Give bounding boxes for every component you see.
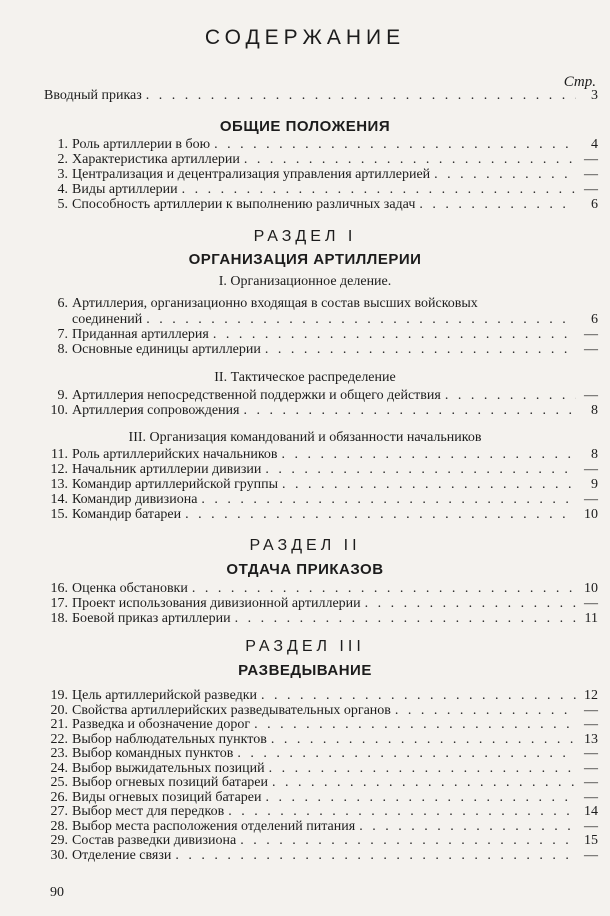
toc-entry[interactable]	[44, 197, 598, 213]
entry-text: Основные единицы артиллерии	[72, 342, 261, 357]
entry-text: Выбор мест для передков	[72, 804, 225, 819]
section1-sub1-title: I. Организационное деление.	[218, 274, 392, 289]
entry-page: —	[584, 775, 598, 790]
entry-page: —	[584, 746, 598, 761]
entry-page: 4	[591, 137, 598, 152]
entry-page: —	[584, 388, 598, 403]
entry-page: —	[584, 167, 598, 182]
toc-entry[interactable]	[44, 492, 598, 508]
toc-entry[interactable]	[44, 167, 598, 183]
section2-label: РАЗДЕЛ II	[249, 537, 361, 554]
entry-number: 15.	[50, 507, 68, 522]
entry-text: Выбор выжидательных позиций	[72, 760, 265, 776]
entry-text: Роль артиллерии в бою	[72, 137, 211, 152]
entry-text-cont: соединений	[72, 312, 143, 327]
entry-number: 26.	[50, 789, 68, 805]
section2-heading: ОТДАЧА ПРИКАЗОВ	[226, 561, 384, 578]
entry-text: Выбор командных пунктов	[72, 746, 234, 761]
entry-page: —	[584, 182, 598, 197]
entry-text: Виды артиллерии	[72, 182, 178, 197]
entry-page: —	[584, 152, 598, 167]
leader-dots	[365, 596, 576, 612]
leader-dots	[244, 152, 576, 168]
entry-text: Вводный приказ	[44, 88, 142, 103]
toc-entry[interactable]	[44, 296, 598, 312]
entry-text: Артиллерия сопровождения	[72, 403, 240, 418]
toc-entry[interactable]	[44, 403, 598, 419]
toc-entry[interactable]	[44, 182, 598, 198]
leader-dots	[146, 88, 576, 104]
entry-text: Выбор наблюдательных пунктов	[72, 731, 267, 747]
toc-entry[interactable]	[44, 611, 598, 627]
entry-text: Артиллерия непосредственной поддержки и общего действия	[72, 388, 441, 403]
entry-page: 12	[584, 688, 598, 703]
leader-dots	[419, 197, 576, 213]
toc-entry-intro[interactable]	[44, 88, 598, 104]
entry-page: 13	[584, 731, 598, 747]
entry-number: 29.	[50, 833, 68, 848]
toc-entry[interactable]	[44, 596, 598, 612]
entry-number: 6.	[57, 296, 68, 311]
entry-page: —	[584, 327, 598, 342]
leader-dots	[175, 848, 576, 864]
entry-number: 9.	[57, 388, 68, 403]
toc-entry[interactable]	[44, 462, 598, 478]
entry-text: Выбор места расположения отделений питания	[72, 818, 356, 834]
entry-page: —	[584, 760, 598, 776]
entry-text: Артиллерия, организационно входящая в состав высших войсковых	[72, 296, 478, 311]
leader-dots	[214, 137, 576, 153]
toc-entry[interactable]	[44, 152, 598, 168]
entry-text: Проект использования дивизионной артиллерии	[72, 596, 361, 611]
toc-entry[interactable]	[44, 507, 598, 523]
entry-number: 30.	[50, 847, 68, 863]
general-heading: ОБЩИЕ ПОЛОЖЕНИЯ	[219, 118, 391, 135]
entry-text: Выбор огневых позиций батареи	[72, 775, 269, 790]
entry-text: Приданная артиллерия	[72, 327, 209, 342]
entry-text: Командир батареи	[72, 507, 182, 522]
leader-dots	[235, 611, 576, 627]
entry-number: 13.	[50, 477, 68, 492]
leader-dots	[192, 581, 576, 597]
entry-text: Виды огневых позиций батареи	[72, 789, 262, 805]
entry-page: —	[584, 596, 598, 611]
entry-page: —	[584, 342, 598, 357]
entry-text: Отделение связи	[72, 847, 172, 863]
entry-text: Командир дивизиона	[72, 492, 198, 507]
entry-text: Начальник артиллерии дивизии	[72, 462, 262, 477]
leader-dots	[182, 182, 576, 198]
section3-label: РАЗДЕЛ III	[245, 638, 365, 655]
entry-number: 2.	[57, 152, 68, 167]
entry-number: 19.	[50, 688, 68, 703]
entry-page: —	[584, 717, 598, 732]
entry-number: 28.	[50, 818, 68, 834]
entry-number: 17.	[50, 596, 68, 611]
entry-number: 12.	[50, 462, 68, 477]
entry-text: Оценка обстановки	[72, 581, 188, 596]
entry-text: Боевой приказ артиллерии	[72, 611, 231, 626]
entry-text: Роль артиллерийских начальников	[72, 447, 278, 462]
entry-number: 27.	[50, 804, 68, 819]
entry-page: —	[584, 818, 598, 834]
entry-number: 24.	[50, 760, 68, 776]
leader-dots	[265, 462, 576, 478]
entry-page: 8	[591, 447, 598, 462]
entry-page: 3	[591, 88, 598, 103]
toc-entry[interactable]	[44, 327, 598, 343]
toc-entry[interactable]	[44, 477, 598, 493]
section1-sub3-title: III. Организация командований и обязанности начальников	[128, 430, 482, 445]
entry-text: Разведка и обозначение дорог	[72, 717, 251, 732]
entry-number: 5.	[57, 197, 68, 212]
page-column-header: Стр.	[563, 74, 596, 90]
entry-page: 11	[584, 611, 598, 626]
entry-number: 1.	[57, 137, 68, 152]
entry-page: —	[584, 789, 598, 805]
page-number: 90	[50, 885, 64, 900]
page-title: СОДЕРЖАНИЕ	[204, 26, 406, 49]
toc-entry[interactable]	[44, 137, 598, 153]
entry-page: 10	[584, 581, 598, 596]
toc-entry-continuation[interactable]	[44, 312, 598, 328]
entry-page: 6	[591, 312, 598, 327]
leader-dots	[201, 492, 576, 508]
entry-text: Командир артиллерийской группы	[72, 477, 279, 492]
toc-entry[interactable]	[44, 342, 598, 358]
entry-number: 14.	[50, 492, 68, 507]
entry-number: 21.	[50, 717, 68, 732]
leader-dots	[213, 327, 576, 343]
entry-page: —	[584, 492, 598, 507]
entry-number: 3.	[57, 167, 68, 182]
toc-entry[interactable]	[44, 848, 598, 864]
entry-text: Состав разведки дивизиона	[72, 833, 237, 848]
entry-text: Способность артиллерии к выполнению различных задач	[72, 197, 416, 212]
entry-page: 9	[591, 477, 598, 492]
entry-text: Свойства артиллерийских разведывательных органов	[72, 702, 391, 718]
entry-number: 16.	[50, 581, 68, 596]
section1-sub2-title: II. Тактическое распределение	[214, 370, 396, 385]
entry-number: 10.	[50, 403, 68, 418]
section3-heading: РАЗВЕДЫВАНИЕ	[238, 662, 372, 679]
entry-number: 18.	[50, 611, 68, 626]
entry-page: 10	[584, 507, 598, 522]
leader-dots	[185, 507, 576, 523]
entry-number: 4.	[57, 182, 68, 197]
entry-page: 15	[584, 833, 598, 848]
entry-page: 6	[591, 197, 598, 212]
entry-number: 8.	[57, 342, 68, 357]
leader-dots	[445, 388, 576, 404]
entry-page: 14	[584, 804, 598, 819]
entry-page: —	[584, 702, 598, 718]
leader-dots	[282, 477, 576, 493]
entry-number: 11.	[51, 447, 68, 462]
entry-number: 23.	[50, 746, 68, 761]
toc-entry[interactable]	[44, 388, 598, 404]
leader-dots	[243, 403, 576, 419]
leader-dots	[265, 342, 576, 358]
leader-dots	[282, 447, 576, 463]
leader-dots	[434, 167, 576, 183]
entry-number: 22.	[50, 731, 68, 747]
leader-dots	[146, 312, 576, 328]
section1-heading: ОРГАНИЗАЦИЯ АРТИЛЛЕРИИ	[188, 251, 422, 268]
entry-text: Цель артиллерийской разведки	[72, 688, 258, 703]
entry-page: —	[584, 462, 598, 477]
entry-page: —	[584, 847, 598, 863]
entry-text: Централизация и децентрализация управления артиллерией	[72, 167, 431, 182]
entry-number: 25.	[50, 775, 68, 790]
entry-number: 20.	[50, 702, 68, 718]
toc-entry[interactable]	[44, 447, 598, 463]
entry-number: 7.	[57, 327, 68, 342]
entry-text: Характеристика артиллерии	[72, 152, 240, 167]
toc-entry[interactable]	[44, 581, 598, 597]
section1-label: РАЗДЕЛ I	[253, 228, 357, 245]
entry-page: 8	[591, 403, 598, 418]
